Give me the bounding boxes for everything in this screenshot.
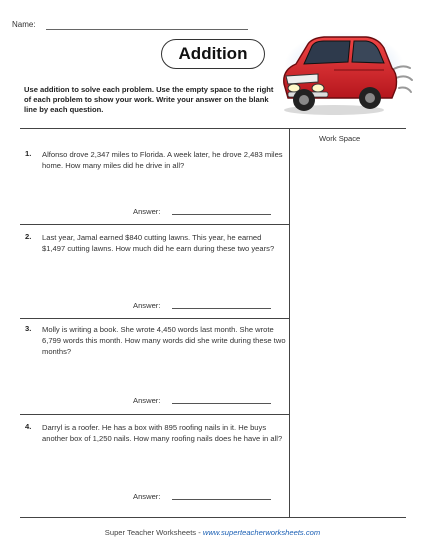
problem-1 (25, 149, 287, 229)
worksheet-title: Addition (161, 39, 265, 69)
problem-text: Molly is writing a book. She wrote 4,450 words last month. She wrote 6,799 words this month. How many words did she write during these two months? (42, 325, 286, 357)
problem-text: Darryl is a roofer. He has a box with 895 roofing nails in it. He buys another box of 1,250 nails. How many roofing nails does he have in all? (42, 423, 283, 444)
answer-line[interactable] (172, 214, 271, 215)
bottom-divider (20, 517, 406, 518)
problem-number: 3. (25, 324, 32, 333)
footer-url-link[interactable]: www.superteacherworksheets.com (202, 528, 321, 537)
work-space-label: Work Space (319, 134, 361, 143)
footer-separator: - (196, 528, 203, 537)
problem-divider (20, 318, 289, 319)
answer-label: Answer: (133, 301, 161, 310)
answer-line[interactable] (172, 403, 271, 404)
answer-label: Answer: (133, 207, 161, 216)
problem-number: 2. (25, 232, 32, 241)
footer (0, 528, 425, 537)
problem-text: Alfonso drove 2,347 miles to Florida. A week later, he drove 2,483 miles home. How many miles did he drive in all? (42, 150, 283, 171)
problem-divider (20, 414, 289, 415)
problem-2 (25, 232, 287, 312)
name-blank-line (46, 29, 248, 30)
instructions-text: Use addition to solve each problem. Use the empty space to the right of each problem to show your work. Write your answer on the blank line by each question. (24, 84, 274, 115)
problem-divider (20, 224, 289, 225)
answer-line[interactable] (172, 499, 271, 500)
problem-number: 4. (25, 422, 32, 431)
problem-text: Last year, Jamal earned $840 cutting lawns. This year, he earned $1,497 cutting lawns. How much did he earn during these two years? (42, 233, 275, 254)
footer-site-name: Super Teacher Worksheets (104, 528, 197, 537)
name-label: Name: (12, 20, 36, 29)
answer-line[interactable] (172, 308, 271, 309)
problem-4 (25, 422, 287, 502)
problem-3 (25, 324, 287, 404)
answer-label: Answer: (133, 492, 161, 501)
answer-label: Answer: (133, 396, 161, 405)
problem-number: 1. (25, 149, 32, 158)
top-divider (20, 128, 406, 129)
work-space-divider (289, 128, 290, 517)
car-illustration-icon (274, 26, 422, 122)
